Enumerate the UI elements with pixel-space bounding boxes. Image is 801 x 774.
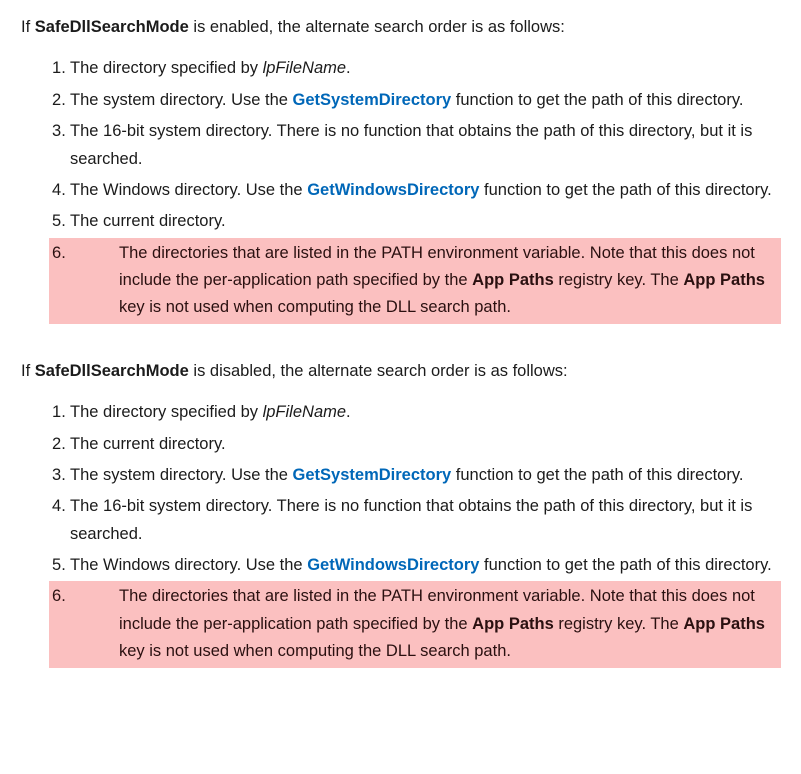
list-item-text: The 16-bit system directory. There is no function that obtains the path of this directory, but it is searched.	[70, 497, 753, 543]
registry-key-name: App Paths	[683, 271, 765, 290]
list-item-text: The directory specified by	[70, 403, 263, 422]
list-item	[0, 460, 801, 491]
intro-tail: is enabled, the alternate search order is as follows:	[188, 18, 565, 36]
list-item-text: key is not used when computing the DLL search path.	[119, 298, 511, 317]
list-item	[0, 206, 801, 237]
list-item	[0, 397, 801, 428]
list-item-text: The directories that are listed in the PATH environment variable. Note that this does not include the per-application path specified by the	[119, 587, 755, 633]
list-item-text: registry key. The	[553, 614, 684, 633]
intro-lead: If	[21, 18, 35, 36]
function-link-getwindowsdirectory[interactable]: GetWindowsDirectory	[307, 556, 480, 575]
list-item	[0, 116, 801, 175]
list-item-text: The Windows directory. Use the	[70, 556, 308, 575]
list-spacer	[0, 383, 801, 397]
safedllsearchmode-term: SafeDllSearchMode	[34, 18, 189, 36]
intro-tail: is disabled, the alternate search order is as follows:	[188, 361, 568, 380]
intro-paragraph-disabled	[0, 344, 801, 383]
function-link-getwindowsdirectory[interactable]: GetWindowsDirectory	[307, 180, 480, 199]
list-item-text: registry key. The	[553, 271, 684, 290]
list-item-text: The system directory. Use the	[70, 90, 293, 109]
intro-paragraph-enabled	[0, 0, 801, 39]
search-order-list-enabled	[0, 53, 801, 323]
registry-key-name: App Paths	[472, 614, 554, 633]
list-item	[0, 85, 801, 116]
list-item	[0, 53, 801, 84]
list-item	[0, 491, 801, 550]
parameter-name: lpFileName	[262, 403, 347, 422]
list-item	[0, 175, 801, 206]
safedllsearchmode-term: SafeDllSearchMode	[34, 361, 189, 380]
list-item-highlighted	[49, 581, 781, 667]
list-item-highlighted	[49, 238, 781, 324]
parameter-name: lpFileName	[262, 59, 347, 78]
registry-key-name: App Paths	[683, 614, 765, 633]
list-item-text: The 16-bit system directory. There is no function that obtains the path of this directory, but it is searched.	[70, 122, 753, 168]
list-item	[0, 429, 801, 460]
list-item-text: The current directory.	[70, 434, 226, 453]
list-item-text: key is not used when computing the DLL search path.	[119, 642, 511, 661]
list-item	[0, 550, 801, 581]
list-item-text: The system directory. Use the	[70, 465, 293, 484]
list-item-text: The directory specified by	[70, 59, 263, 78]
list-item-text: The directories that are listed in the PATH environment variable. Note that this does not include the per-application path specified by the	[119, 243, 755, 290]
intro-lead: If	[21, 361, 35, 380]
function-link-getsystemdirectory[interactable]: GetSystemDirectory	[292, 465, 452, 484]
list-item-text: The Windows directory. Use the	[70, 180, 308, 199]
list-spacer	[0, 39, 801, 53]
list-item-text: function to get the path of this directory.	[451, 90, 744, 109]
list-item-text: function to get the path of this directory.	[479, 180, 772, 199]
list-item-text: .	[346, 59, 351, 78]
function-link-getsystemdirectory[interactable]: GetSystemDirectory	[292, 90, 452, 109]
list-item-text: The current directory.	[70, 212, 226, 231]
registry-key-name: App Paths	[472, 271, 554, 290]
section-spacer	[0, 324, 801, 344]
list-item-text: function to get the path of this directory.	[479, 556, 772, 575]
list-item-text: .	[346, 403, 351, 422]
list-item-text: function to get the path of this directory.	[451, 465, 744, 484]
search-order-list-disabled	[0, 397, 801, 667]
